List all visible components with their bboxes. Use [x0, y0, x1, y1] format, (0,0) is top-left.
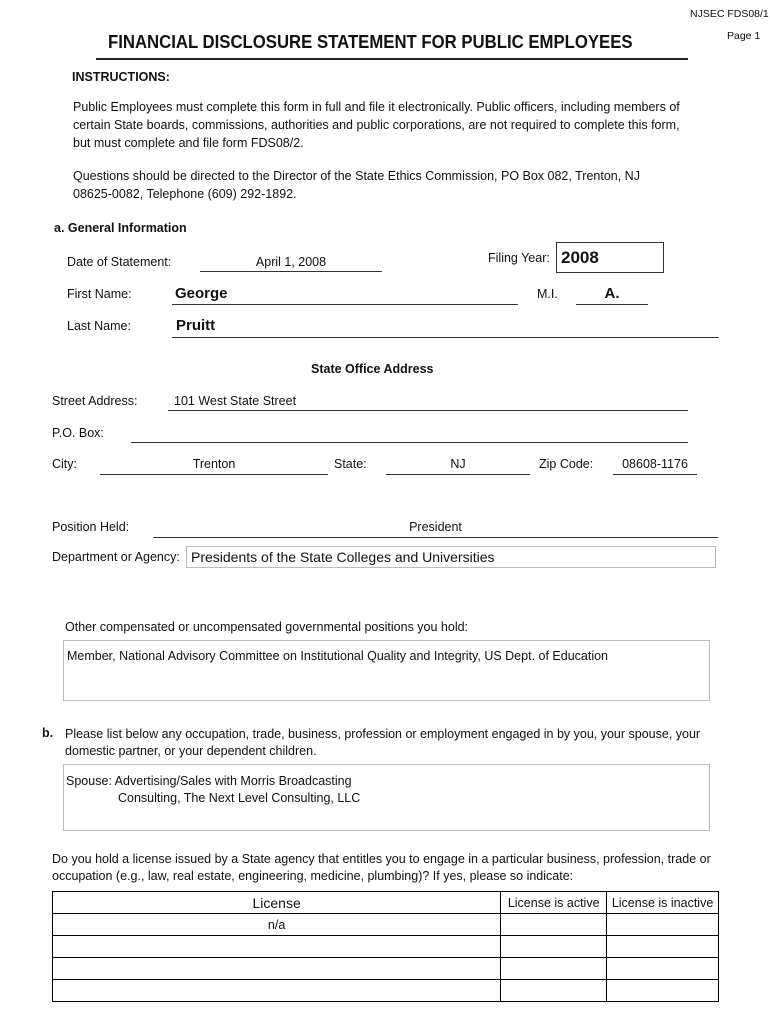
department-field[interactable]	[186, 546, 716, 568]
instructions-line: 08625-0082, Telephone (609) 292-1892.	[73, 187, 297, 201]
question-line: domestic partner, or your dependent children.	[65, 744, 317, 758]
inactive-cell[interactable]	[607, 914, 719, 936]
mi-field[interactable]: A.	[604, 285, 620, 302]
zip-underline	[613, 474, 697, 475]
last-name-label: Last Name:	[67, 319, 131, 333]
first-name-label: First Name:	[67, 287, 132, 301]
position-field[interactable]: President	[409, 520, 462, 534]
question-line: Do you hold a license issued by a State agency that entitles you to engage in a particular business, profession, trade or	[52, 852, 711, 866]
zip-label: Zip Code:	[539, 457, 594, 471]
question-line: Please list below any occupation, trade, business, profession or employment engaged in by you, your spouse, your	[65, 727, 701, 741]
other-positions-field[interactable]	[63, 640, 710, 701]
instructions-heading: INSTRUCTIONS:	[72, 70, 170, 84]
position-label: Position Held:	[52, 520, 130, 534]
form-code: NJSEC FDS08/1	[690, 8, 769, 20]
license-cell[interactable]: n/a	[53, 914, 501, 936]
active-cell[interactable]	[501, 936, 607, 958]
instructions-paragraph-1	[73, 98, 680, 152]
page-number: Page 1	[727, 30, 761, 42]
title-rule	[96, 58, 688, 60]
city-label: City:	[52, 457, 77, 471]
license-table	[52, 891, 719, 1002]
street-label: Street Address:	[52, 394, 138, 408]
filing-year-label: Filing Year:	[488, 251, 550, 265]
instructions-line: Questions should be directed to the Director of the State Ethics Commission, PO Box 082, Trenton, NJ	[73, 169, 640, 183]
zip-field[interactable]: 08608-1176	[622, 457, 688, 471]
state-label: State:	[334, 457, 367, 471]
state-field[interactable]: NJ	[450, 457, 466, 471]
table-row	[53, 980, 719, 1002]
first-name-underline	[172, 304, 518, 305]
date-field[interactable]: April 1, 2008	[255, 255, 327, 269]
po-box-underline	[131, 442, 688, 443]
occupation-value	[66, 773, 360, 807]
instructions-line: certain State boards, commissions, authorities and public corporations, are not required to complete this form,	[73, 118, 680, 132]
filing-year-value: 2008	[561, 248, 599, 267]
state-underline	[386, 474, 530, 475]
table-row	[53, 936, 719, 958]
filing-year-field[interactable]	[556, 242, 664, 273]
license-cell[interactable]	[53, 958, 501, 980]
general-info-heading: a. General Information	[54, 221, 187, 235]
city-underline	[100, 474, 328, 475]
active-cell[interactable]	[501, 980, 607, 1002]
active-cell[interactable]	[501, 914, 607, 936]
form-title: FINANCIAL DISCLOSURE STATEMENT FOR PUBLIC EMPLOYEES	[108, 32, 633, 52]
mi-label: M.I.	[537, 287, 558, 301]
active-cell[interactable]	[501, 958, 607, 980]
column-header-inactive: License is inactive	[607, 892, 719, 914]
city-field[interactable]: Trenton	[192, 457, 236, 471]
inactive-cell[interactable]	[607, 958, 719, 980]
column-header-text: License	[252, 894, 301, 911]
po-box-label: P.O. Box:	[52, 426, 104, 440]
occupation-line: Spouse: Advertising/Sales with Morris Broadcasting	[66, 774, 352, 788]
last-name-field[interactable]: Pruitt	[176, 317, 216, 334]
occupation-field[interactable]	[63, 764, 710, 831]
position-underline	[153, 537, 718, 538]
occupation-line: Consulting, The Next Level Consulting, LLC	[118, 791, 361, 805]
table-row	[53, 914, 719, 936]
instructions-line: but must complete and file form FDS08/2.	[73, 136, 304, 150]
question-line: occupation (e.g., law, real estate, engineering, medicine, plumbing)? If yes, please so indicate:	[52, 869, 574, 883]
other-positions-label: Other compensated or uncompensated governmental positions you hold:	[65, 620, 469, 634]
license-question	[52, 851, 711, 885]
street-field[interactable]: 101 West State Street	[174, 394, 297, 408]
date-underline	[200, 271, 382, 272]
inactive-cell[interactable]	[607, 936, 719, 958]
date-label: Date of Statement:	[67, 255, 172, 269]
street-underline	[168, 410, 688, 411]
mi-underline	[576, 304, 648, 305]
license-cell[interactable]	[53, 936, 501, 958]
column-header-license	[53, 892, 501, 914]
instructions-line: Public Employees must complete this form in full and file it electronically. Public officers, including members of	[73, 100, 680, 114]
other-positions-value: Member, National Advisory Committee on Institutional Quality and Integrity, US Dept. of Education	[67, 649, 609, 663]
last-name-underline	[172, 337, 719, 338]
first-name-field[interactable]: George	[175, 285, 228, 302]
section-b-marker: b.	[42, 726, 54, 740]
instructions-paragraph-2	[73, 167, 640, 203]
department-value: Presidents of the State Colleges and Universities	[191, 549, 495, 565]
department-label: Department or Agency:	[52, 550, 180, 564]
column-header-active: License is active	[501, 892, 607, 914]
inactive-cell[interactable]	[607, 980, 719, 1002]
address-heading: State Office Address	[311, 362, 434, 376]
table-row	[53, 958, 719, 980]
license-cell[interactable]	[53, 980, 501, 1002]
license-table-header	[53, 892, 719, 914]
section-b-question	[65, 726, 700, 760]
